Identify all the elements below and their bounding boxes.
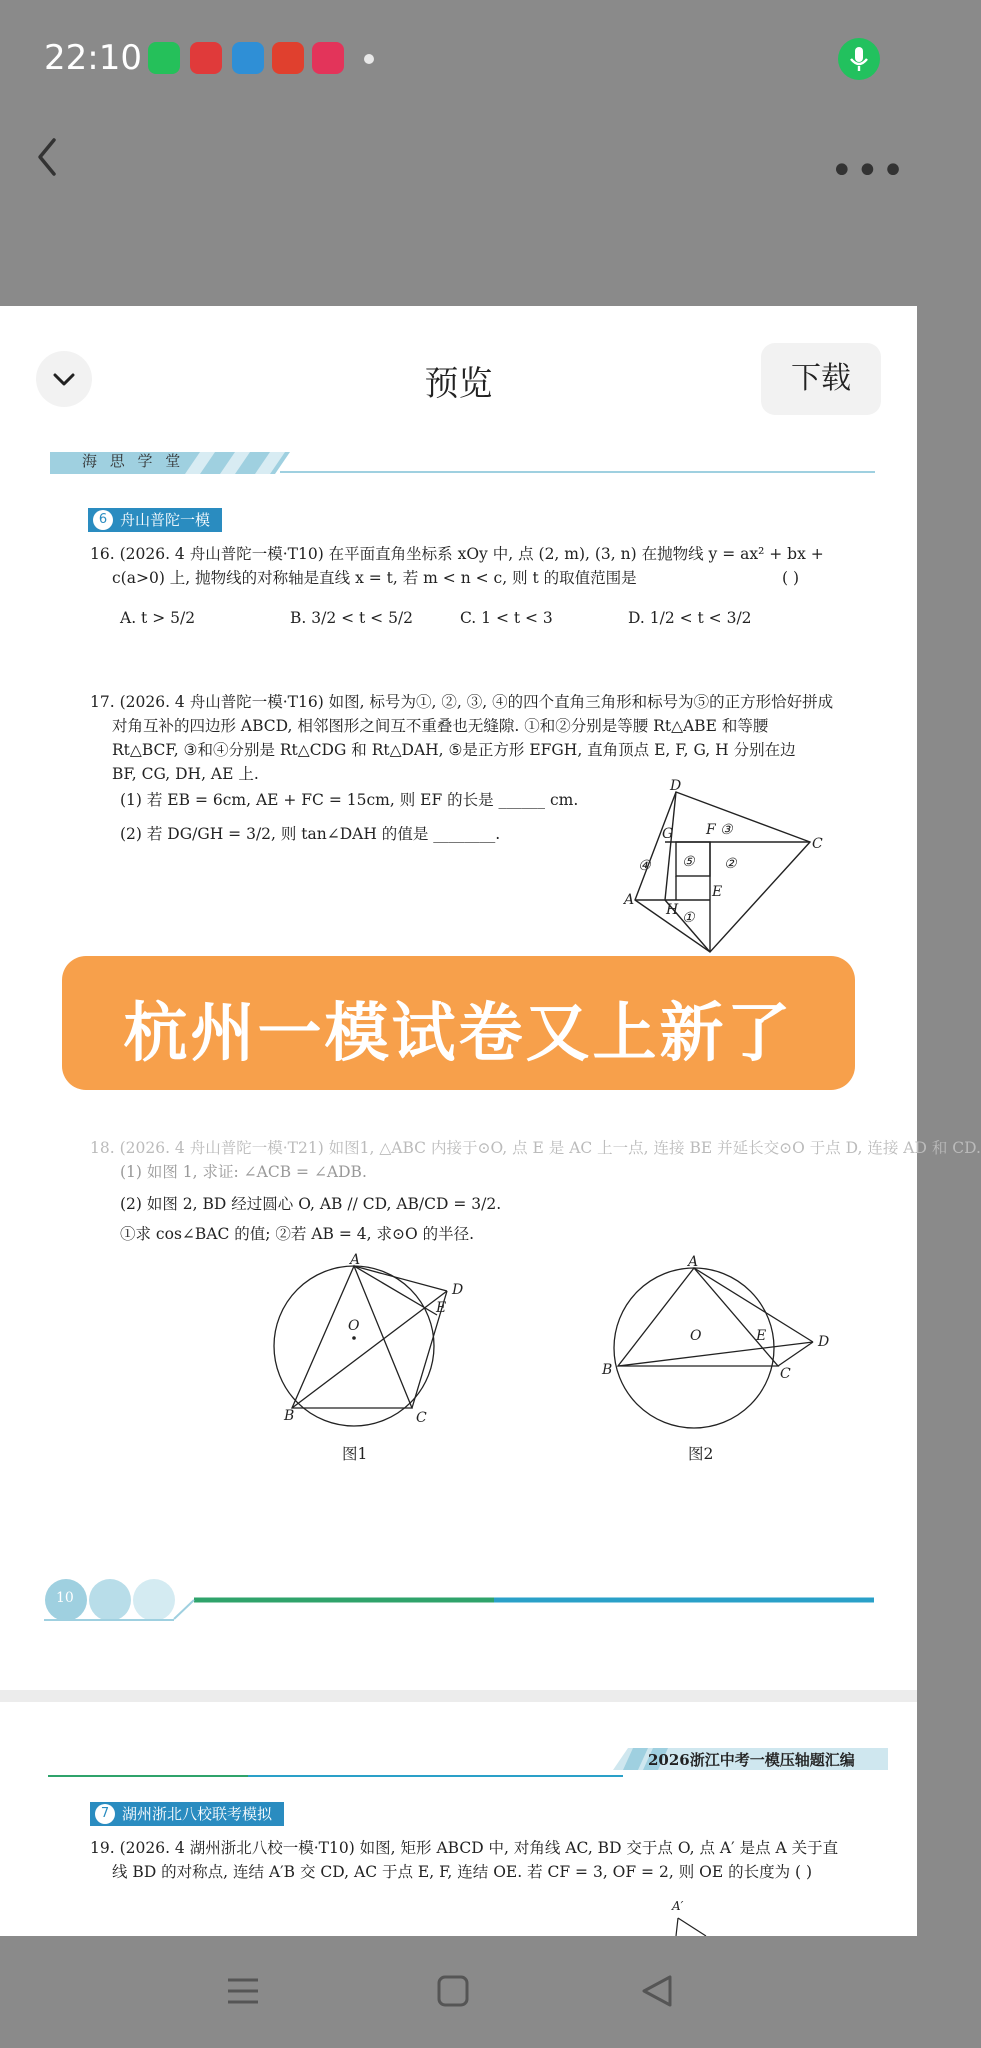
q17-line1: 17. (2026. 4 舟山普陀一模·T16) 如图, 标号为①, ②, ③, ④的四个直角三角形和标号为⑤的正方形恰好拼成 [90,693,834,711]
fig17-label-5: ⑤ [682,854,695,870]
svg-text:E: E [436,1300,447,1316]
browser-icon [232,42,264,74]
section-label: 舟山普陀一模 [120,511,211,529]
q18-figure-1 [262,1252,512,1438]
page-footer-decoration [44,1574,884,1626]
q18-part1: (1) 如图 1, 求证: ∠ACB = ∠ADB. [120,1163,367,1181]
page-divider [0,1690,917,1702]
fig17-label-h: H [666,902,679,918]
q16-option-c: C. 1 < t < 3 [460,609,553,627]
svg-text:O: O [348,1318,360,1334]
fig17-label-c: C [812,836,823,852]
svg-text:B: B [602,1362,613,1378]
q18-figure-2 [598,1254,838,1437]
svg-text:A′: A′ [672,1899,684,1913]
q19-line1: 19. (2026. 4 湖州浙北八校一模·T10) 如图, 矩形 ABCD 中, 对角线 AC, BD 交于点 O, 点 A′ 是点 A 关于直 [90,1839,839,1857]
recent-apps-icon[interactable] [226,1974,260,2008]
q18-part3: ①求 cos∠BAC 的值; ②若 AB = 4, 求⊙O 的半径. [120,1225,475,1243]
q16-line1: 16. (2026. 4 舟山普陀一模·T10) 在平面直角坐标系 xOy 中, 点 (2, m), (3, n) 在抛物线 y = ax² + bx + [90,545,824,563]
section-number: 6 [93,510,113,530]
document-preview[interactable] [0,452,981,1936]
q19-line2: 线 BD 的对称点, 连结 A′B 交 CD, AC 于点 E, F, 连结 OE. 若 CF = 3, OF = 2, 则 OE 的长度为 ( ) [112,1863,813,1881]
sheet-title: 预览 [424,364,493,404]
q17-line2: 对角互补的四边形 ABCD, 相邻图形之间互不重叠也无缝隙. ①和②分别是等腰 Rt△ABE 和等腰 [112,717,769,735]
system-nav-bar [0,1936,917,2048]
sheet-header [0,306,917,452]
header-brand: 海 思 学 堂 [82,452,185,470]
svg-text:D: D [452,1282,464,1298]
wechat-icon [148,42,180,74]
microphone-indicator-icon [838,38,880,80]
svg-text:O: O [690,1328,702,1344]
q16-bracket: ( ) [782,569,800,587]
q17-part1: (1) 若 EB = 6cm, AE + FC = 15cm, 则 EF 的长是 ______ cm. [120,791,579,809]
svg-text:E: E [756,1328,767,1344]
q17-figure [620,778,840,962]
q16-option-b: B. 3/2 < t < 5/2 [290,609,414,627]
promo-banner [62,956,855,1090]
status-bar [0,0,917,120]
section-label: 湖州浙北八校联考模拟 [122,1805,273,1823]
section-tag-7 [90,1802,284,1826]
q19-figure [666,1898,726,1936]
q17-line4: BF, CG, DH, AE 上. [112,765,259,783]
q16-line2: c(a>0) 上, 抛物线的对称轴是直线 x = t, 若 m < n < c, 则 t 的取值范围是 [112,569,637,587]
page2-header-title: 2026浙江中考一模压轴题汇编 [648,1751,855,1769]
pinduoduo-icon [272,42,304,74]
status-time: 22:10 [44,38,142,78]
back-arrow-icon[interactable] [28,130,68,184]
q17-part2: (2) 若 DG/GH = 3/2, 则 tan∠DAH 的值是 ________. [120,825,501,843]
fig17-label-4: ④ [638,858,651,874]
fig2-caption: 图2 [688,1445,714,1463]
svg-text:A: A [688,1254,699,1270]
fig17-label-1: ① [682,910,695,926]
svg-text:C: C [780,1366,791,1382]
svg-text:B: B [284,1408,295,1424]
fig17-label-f: F [706,822,716,838]
preview-sheet [0,306,981,1936]
promo-banner-text: 杭州一模试卷又上新了 [123,997,794,1071]
q17-line3: Rt△BCF, ③和④分别是 Rt△CDG 和 Rt△DAH, ⑤是正方形 EFGH, 直角顶点 E, F, G, H 分别在边 [112,741,796,759]
fig17-label-g: G [662,826,674,842]
notification-dot [364,54,374,64]
svg-text:D: D [818,1334,830,1350]
toutiao-icon [190,42,222,74]
more-options-icon[interactable]: ••• [830,148,907,194]
fig17-label-3: ③ [720,822,733,838]
home-icon[interactable] [436,1974,470,2008]
q16-option-d: D. 1/2 < t < 3/2 [628,609,752,627]
section-tag-6 [88,508,222,532]
q16-option-a: A. t > 5/2 [120,609,196,627]
download-button[interactable]: 下载 [761,343,881,415]
fig17-label-d: D [670,778,682,794]
q18-hidden-line: 18. (2026. 4 舟山普陀一模·T21) 如图1, △ABC 内接于⊙O, 点 E 是 AC 上一点, 连接 BE 并延长交⊙O 于点 D, 连接 AD 和 CD. [90,1139,981,1157]
q18-part2: (2) 如图 2, BD 经过圆心 O, AB // CD, AB/CD = 3/2. [120,1195,502,1213]
page-number: 10 [56,1590,74,1606]
section-number: 7 [95,1804,115,1824]
fig1-caption: 图1 [342,1445,368,1463]
fig17-label-e: E [712,884,723,900]
svg-text:A: A [350,1252,361,1268]
back-triangle-icon[interactable] [640,1974,674,2008]
fig17-label-2: ② [724,856,737,872]
gallery-icon [312,42,344,74]
fig17-label-a: A [624,892,635,908]
svg-text:C: C [416,1410,427,1426]
